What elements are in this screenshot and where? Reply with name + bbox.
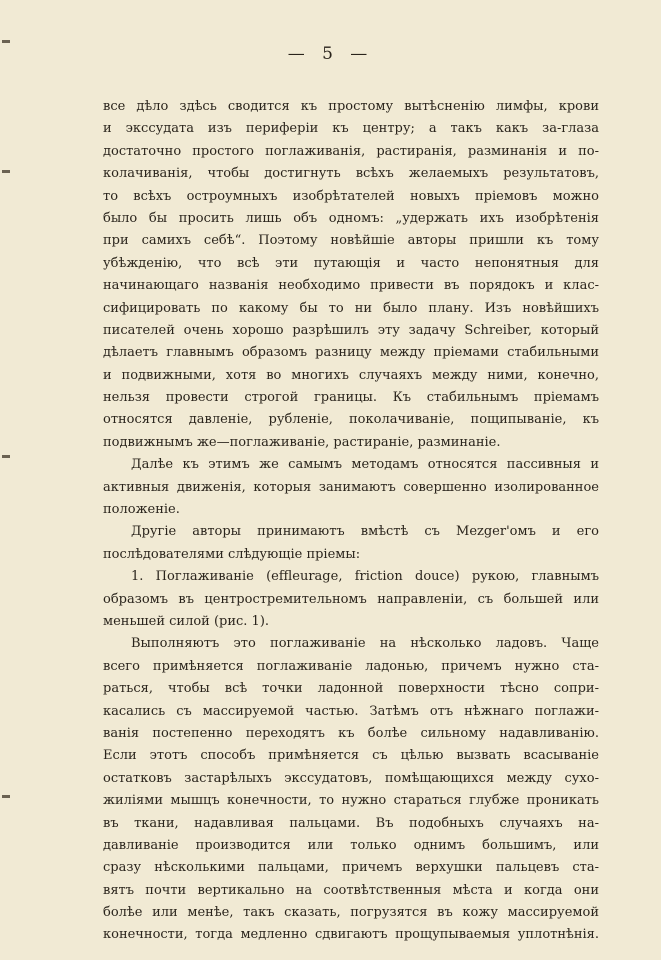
text-line: Если этотъ способъ примѣняется съ цѣлью вызвать всасываніе — [103, 748, 599, 764]
text-line: раться, чтобы всѣ точки ладонной поверхности тѣсно сопри- — [103, 681, 599, 697]
text-line: начинающаго названія необходимо привести въ порядокъ и клас- — [103, 278, 599, 294]
text-line: Другіе авторы принимаютъ вмѣстѣ съ Mezger'омъ и его — [131, 524, 599, 540]
text-line: убѣжденію, что всѣ эти путающія и часто непонятныя для — [103, 255, 599, 271]
text-line: вятъ почти вертикально на соотвѣтственныя мѣста и когда они — [103, 882, 599, 898]
text-body — [103, 96, 599, 947]
text-line: жиліями мышцъ конечности, то нужно стараться глубже проникать — [103, 793, 599, 809]
text-line: нельзя провести строгой границы. Къ стабильнымъ пріемамъ — [103, 390, 599, 406]
text-line: меньшей силой (рис. 1). — [103, 613, 270, 629]
text-line: Выполняютъ это поглаживаніе на нѣсколько ладовъ. Чаще — [131, 636, 599, 652]
text-line: послѣдователями слѣдующіе пріемы: — [103, 546, 361, 562]
text-line: остатковъ застарѣлыхъ экссудатовъ, помѣщающихся между сухо- — [103, 770, 599, 786]
text-line: сразу нѣсколькими пальцами, причемъ верхушки пальцевъ ста- — [103, 860, 599, 876]
text-line: относятся давленіе, рубленіе, поколачиваніе, пощипываніе, къ — [103, 412, 599, 428]
text-line: достаточно простого поглаживанія, растиранія, разминанія и по- — [103, 143, 599, 159]
text-line: колачиванія, чтобы достигнуть всѣхъ желаемыхъ результатовъ, — [103, 166, 599, 182]
text-line: Далѣе къ этимъ же самымъ методамъ относятся пассивныя и — [131, 457, 599, 473]
margin-mark — [2, 795, 10, 798]
text-line: и экссудата изъ периферіи къ центру; а такъ какъ за-глаза — [103, 121, 599, 137]
text-line: касались съ массируемой частью. Затѣмъ отъ нѣжнаго поглажи- — [103, 703, 599, 719]
text-line: подвижнымъ же—поглаживаніе, растираніе, разминаніе. — [103, 434, 501, 450]
text-line: дѣлаетъ главнымъ образомъ разницу между пріемами стабильными — [103, 345, 599, 361]
text-line: болѣе или менѣе, такъ сказать, погрузятся въ кожу массируемой — [103, 905, 599, 921]
margin-mark — [2, 40, 10, 43]
text-line: было бы просить лишь объ одномъ: „удержать ихъ изобрѣтенія — [103, 210, 599, 226]
text-line: положеніе. — [103, 502, 180, 518]
text-line: сифицировать по какому бы то ни было плану. Изъ новѣйшихъ — [103, 300, 599, 316]
text-line: 1. Поглаживаніе (effleurage, friction douce) рукою, главнымъ — [131, 569, 599, 585]
text-line: ванія постепенно переходятъ къ болѣе сильному надавливанію. — [103, 725, 599, 741]
text-line: и подвижными, хотя во многихъ случаяхъ между ними, конечно, — [103, 367, 599, 383]
margin-mark — [2, 455, 10, 458]
text-line: всего примѣняется поглаживаніе ладонью, причемъ нужно ста- — [103, 658, 599, 674]
text-line: въ ткани, надавливая пальцами. Въ подобныхъ случаяхъ на- — [103, 815, 599, 831]
page-number: — 5 — — [287, 44, 374, 64]
margin-mark — [2, 170, 10, 173]
text-line: писателей очень хорошо разрѣшилъ эту задачу Schreiber, который — [103, 322, 599, 338]
text-line: при самихъ себѣ“. Поэтому новѣйшіе авторы пришли къ тому — [103, 233, 599, 249]
text-line: все дѣло здѣсь сводится къ простому вытѣсненію лимфы, крови — [103, 99, 599, 114]
text-line: образомъ въ центростремительномъ направленіи, съ большей или — [103, 591, 599, 607]
text-line: активныя движенія, которыя занимаютъ совершенно изолированное — [103, 479, 599, 495]
text-line: давливаніе производится или только однимъ большимъ, или — [103, 837, 599, 853]
text-line: конечности, тогда медленно сдвигаютъ прощупываемыя уплотнѣнія. — [103, 927, 599, 943]
text-line: то всѣхъ остроумныхъ изобрѣтателей новыхъ пріемовъ можно — [103, 188, 599, 204]
